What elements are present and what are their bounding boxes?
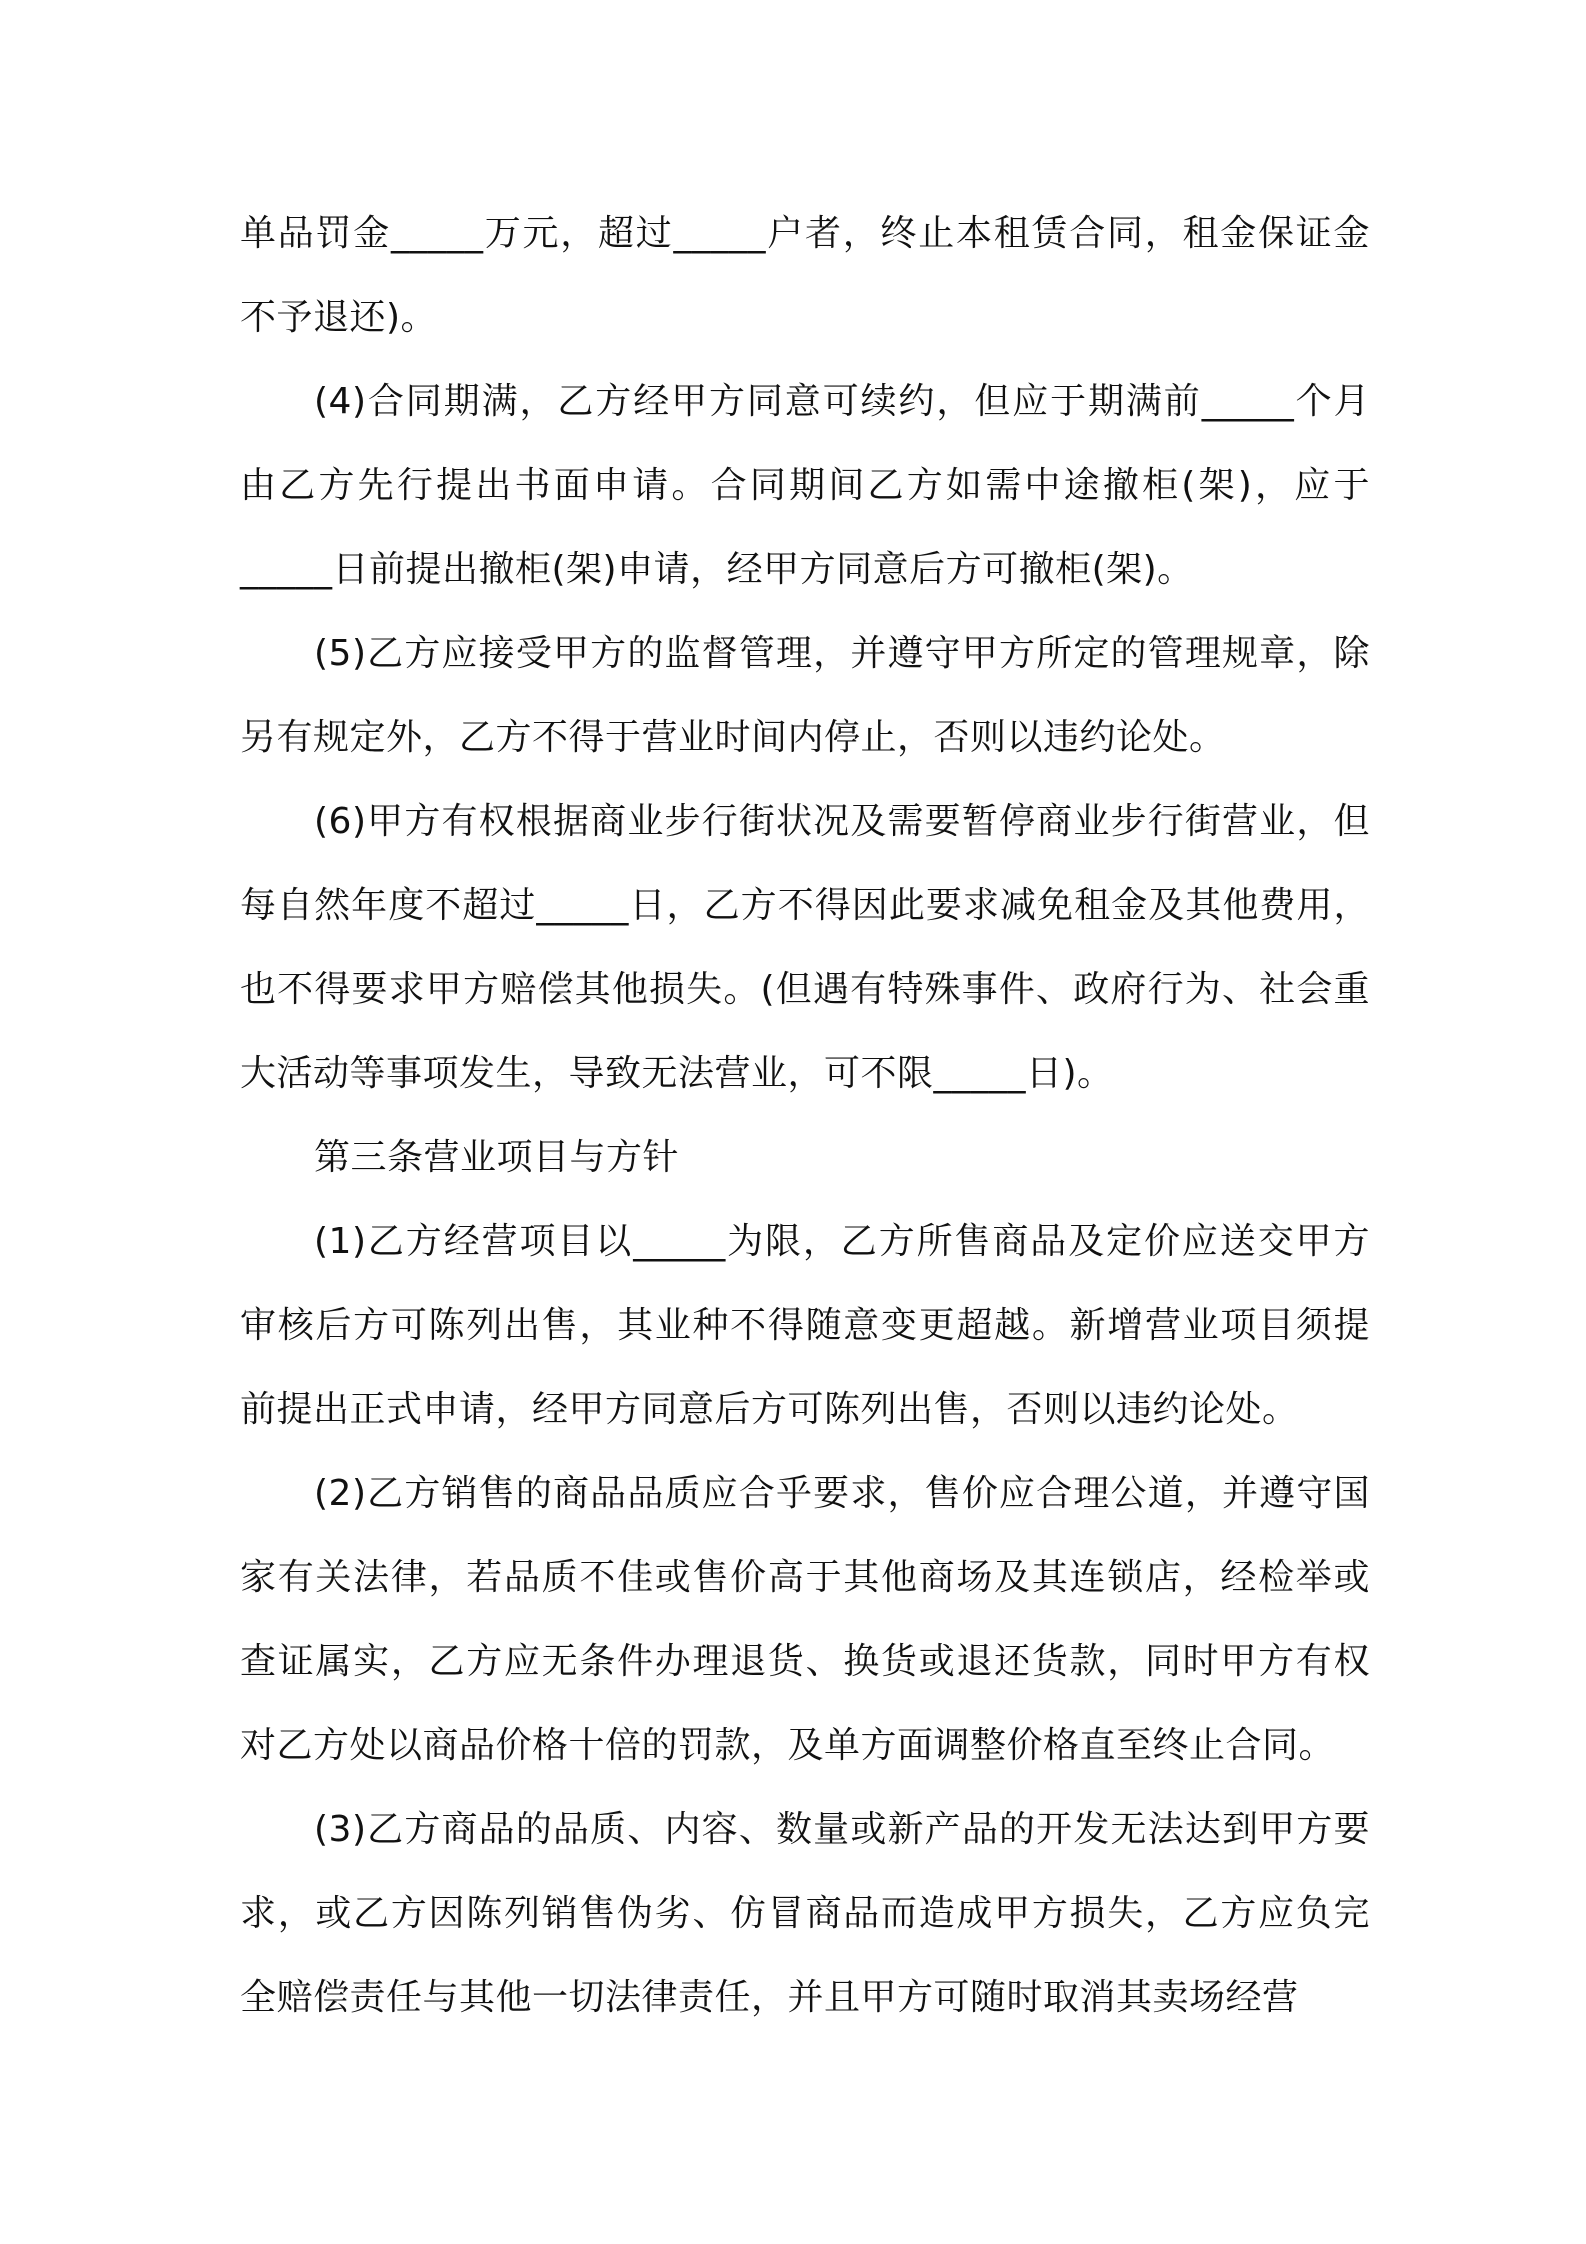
paragraph-clause-5-supervision: (5)乙方应接受甲方的监督管理，并遵守甲方所定的管理规章，除另有规定外，乙方不得于营业时间内停止，否则以违约论处。 — [240, 633, 1370, 758]
paragraph-clause-4-renewal: (4)合同期满，乙方经甲方同意可续约，但应于期满前_____个月由乙方先行提出书面申请。合同期间乙方如需中途撤柜(架)，应于_____日前提出撤柜(架)申请，经甲方同意后方可撤柜(架)。 — [240, 381, 1370, 590]
document-body — [240, 192, 1370, 2040]
section-heading-article-3: 第三条营业项目与方针 — [314, 1137, 680, 1178]
paragraph-article-3-item-1: (1)乙方经营项目以_____为限，乙方所售商品及定价应送交甲方审核后方可陈列出售，其业种不得随意变更超越。新增营业项目须提前提出正式申请，经甲方同意后方可陈列出售，否则以违约论处。 — [240, 1221, 1370, 1430]
paragraph-article-3-item-2: (2)乙方销售的商品品质应合乎要求，售价应合理公道，并遵守国家有关法律，若品质不佳或售价高于其他商场及其连锁店，经检举或查证属实，乙方应无条件办理退货、换货或退还货款，同时甲方有权对乙方处以商品价格十倍的罚款，及单方面调整价格直至终止合同。 — [240, 1473, 1370, 1766]
paragraph-article-3-item-3: (3)乙方商品的品质、内容、数量或新产品的开发无法达到甲方要求，或乙方因陈列销售伪劣、仿冒商品而造成甲方损失，乙方应负完全赔偿责任与其他一切法律责任，并且甲方可随时取消其卖场经营 — [240, 1809, 1370, 2018]
paragraph-penalty-continuation: 单品罚金_____万元，超过_____户者，终止本租赁合同，租金保证金不予退还)。 — [240, 213, 1370, 338]
paragraph-clause-6-suspension: (6)甲方有权根据商业步行街状况及需要暂停商业步行街营业，但每自然年度不超过_____日，乙方不得因此要求减免租金及其他费用，也不得要求甲方赔偿其他损失。(但遇有特殊事件、政府行为、社会重大活动等事项发生，导致无法营业，可不限_____日)。 — [240, 801, 1370, 1094]
